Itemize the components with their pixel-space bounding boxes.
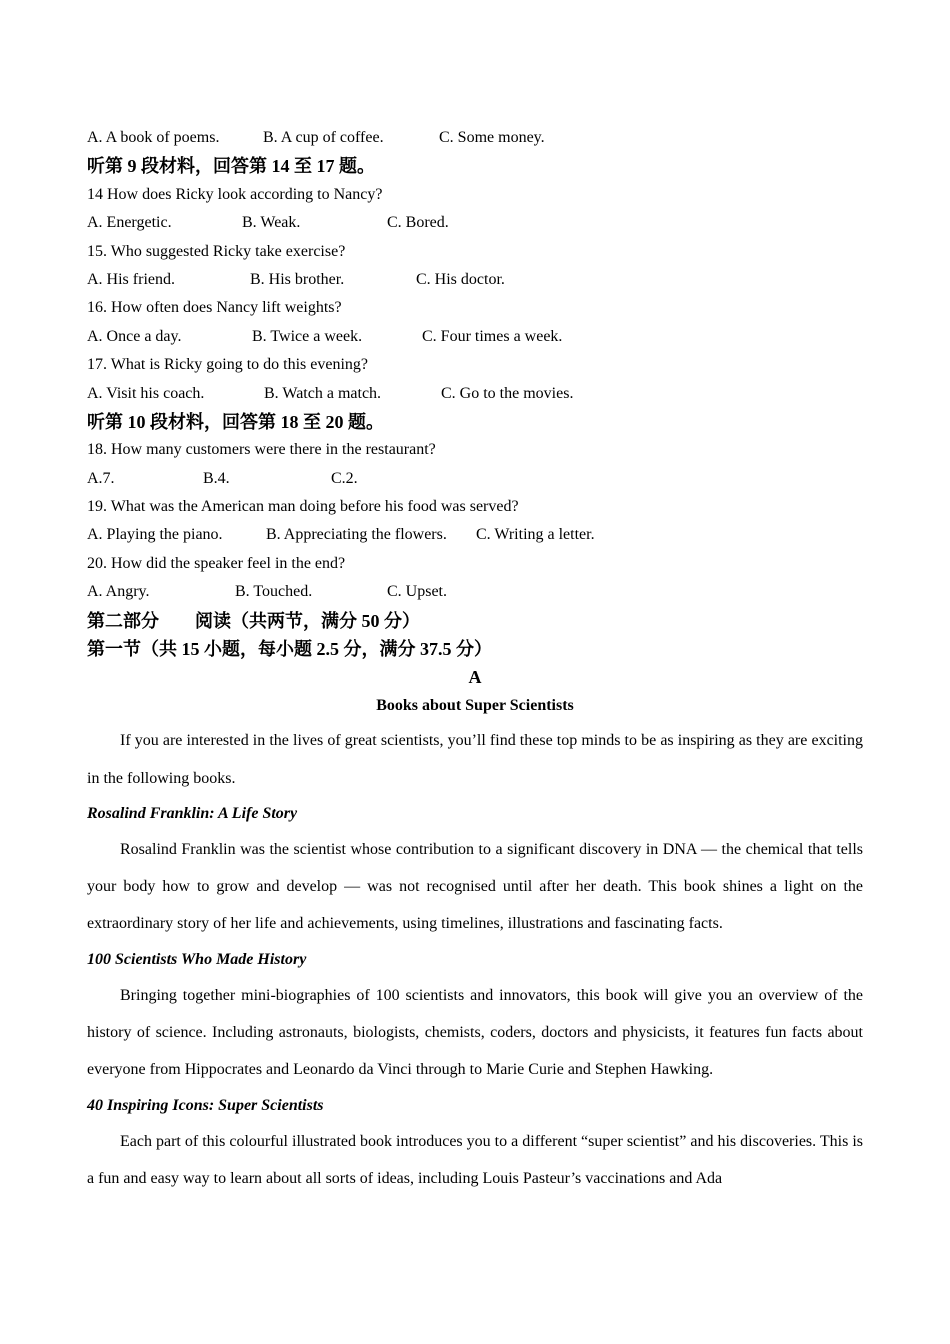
q19-options xyxy=(87,521,863,549)
q13-option-a: A. A book of poems. xyxy=(87,129,220,146)
q17-question: 17. What is Ricky going to do this evening? xyxy=(87,356,369,374)
q15-option-c: C. His doctor. xyxy=(416,270,505,288)
q19-question: 19. What was the American man doing before his food was served? xyxy=(87,498,519,516)
q20-option-a: A. Angry. xyxy=(87,583,150,601)
q17-options xyxy=(87,380,863,408)
q15-option-a: A. His friend. xyxy=(87,270,175,288)
q15-options xyxy=(87,266,863,294)
q17-option-c: C. Go to the movies. xyxy=(441,384,574,402)
q16-options xyxy=(87,323,863,351)
document-page xyxy=(87,124,863,1197)
q19-option-c: C. Writing a letter. xyxy=(476,526,595,544)
q20-option-b: B. Touched. xyxy=(235,583,313,601)
q14-option-b: B. Weak. xyxy=(242,214,301,232)
q13-options xyxy=(87,124,863,152)
q17-option-b: B. Watch a match. xyxy=(264,384,382,402)
book-text-1: Rosalind Franklin was the scientist whose contribution to a significant discovery in DNA — the chemical that tells your body how to grow and develop — was not recognised until after her death. This book shines a light on the extraordinary story of her life and achievements, using timelines, illustrations and fascinating facts. xyxy=(87,840,863,933)
section10-heading: 听第 10 段材料，回答第 18 至 20 题。 xyxy=(87,411,384,432)
q14-option-a: A. Energetic. xyxy=(87,214,172,232)
q14-options xyxy=(87,209,863,237)
q19-option-b: B. Appreciating the flowers. xyxy=(266,526,447,544)
q20-question: 20. How did the speaker feel in the end? xyxy=(87,554,346,572)
passage-letter: A xyxy=(468,667,482,688)
book-text-2: Bringing together mini-biographies of 100 scientists and innovators, this book will give you an overview of the history of science. Including astronauts, biologists, chemists, coders, doctors and physicists, it features fun facts about everyone from Hippocrates and Leonardo da Vinci through to Marie Curie and Stephen Hawking. xyxy=(87,986,863,1079)
q16-option-b: B. Twice a week. xyxy=(252,327,363,345)
q18-options xyxy=(87,465,863,493)
book-title-3: 40 Inspiring Icons: Super Scientists xyxy=(87,1096,324,1114)
q20-options xyxy=(87,578,863,606)
q15-question: 15. Who suggested Ricky take exercise? xyxy=(87,242,346,260)
q16-option-c: C. Four times a week. xyxy=(422,327,563,345)
passage-title: Books about Super Scientists xyxy=(376,696,574,714)
q20-option-c: C. Upset. xyxy=(387,583,447,601)
q19-option-a: A. Playing the piano. xyxy=(87,526,223,544)
book-text-3: Each part of this colourful illustrated book introduces you to a different “super scientist” and his discoveries. This is a fun and easy way to learn about all sorts of ideas, including Louis Pasteur’s vaccinations and Ada xyxy=(87,1132,863,1187)
q13-option-b: B. A cup of coffee. xyxy=(263,129,384,146)
q14-option-c: C. Bored. xyxy=(387,214,449,232)
reading-part-heading: 第二部分 阅读（共两节，满分 50 分） xyxy=(87,610,420,631)
q18-option-a: A.7. xyxy=(87,469,115,487)
q16-question: 16. How often does Nancy lift weights? xyxy=(87,299,342,317)
q17-option-a: A. Visit his coach. xyxy=(87,384,205,402)
section9-heading: 听第 9 段材料，回答第 14 至 17 题。 xyxy=(87,156,375,177)
reading-section-heading: 第一节（共 15 小题，每小题 2.5 分，满分 37.5 分） xyxy=(87,639,492,660)
q15-option-b: B. His brother. xyxy=(250,270,345,288)
q18-option-b: B.4. xyxy=(203,469,230,487)
q14-question: 14 How does Ricky look according to Nancy? xyxy=(87,185,383,203)
q18-option-c: C.2. xyxy=(331,469,358,487)
book-title-2: 100 Scientists Who Made History xyxy=(87,950,307,968)
book-title-1: Rosalind Franklin: A Life Story xyxy=(87,804,298,822)
passage-intro: If you are interested in the lives of great scientists, you’ll find these top minds to be as inspiring as they are exciting in the following books. xyxy=(87,732,863,787)
q16-option-a: A. Once a day. xyxy=(87,327,182,345)
q13-option-c: C. Some money. xyxy=(439,129,545,146)
q18-question: 18. How many customers were there in the restaurant? xyxy=(87,441,436,459)
